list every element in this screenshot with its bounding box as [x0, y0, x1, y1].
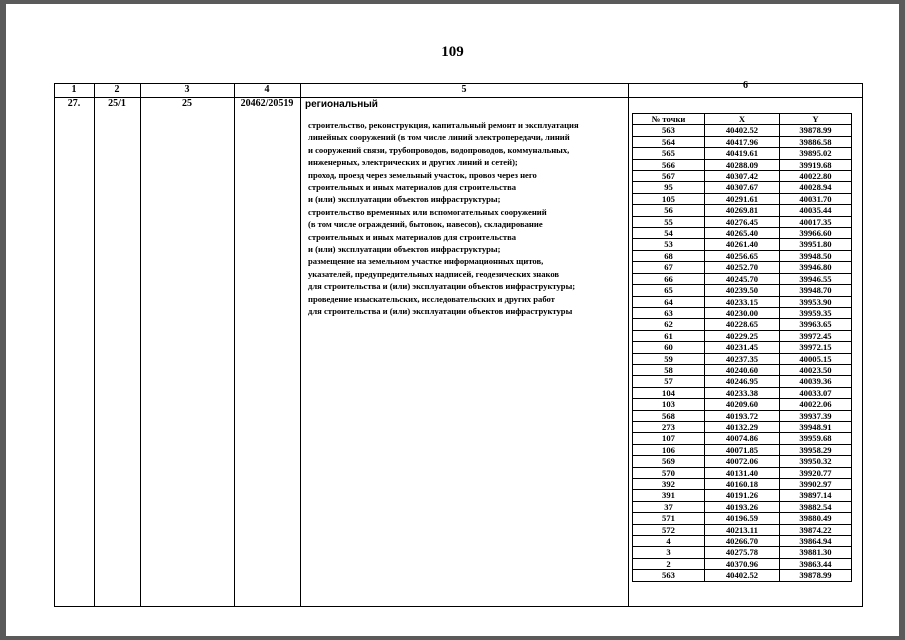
- y-coordinate: 39972.45: [780, 330, 852, 341]
- y-coordinate: 40033.07: [780, 387, 852, 398]
- point-number: 572: [633, 524, 705, 535]
- point-number: 566: [633, 159, 705, 170]
- coordinates-header-y: Y: [780, 114, 852, 125]
- description-line: указателей, предупредительных надписей, геодезических знаков: [308, 268, 560, 279]
- coordinates-row: [633, 490, 852, 501]
- y-coordinate: 39948.91: [780, 421, 852, 432]
- point-number: 563: [633, 570, 705, 581]
- y-coordinate: 39863.44: [780, 558, 852, 569]
- header-col-1: 1: [71, 84, 77, 95]
- coordinates-row: [633, 410, 852, 421]
- coordinates-body: [633, 125, 852, 581]
- description-line: строительство временных или вспомогательных сооружений: [308, 206, 547, 217]
- x-coordinate: 40246.95: [705, 376, 780, 387]
- coordinates-row: [633, 399, 852, 410]
- x-coordinate: 40419.61: [705, 148, 780, 159]
- y-coordinate: 39948.70: [780, 285, 852, 296]
- coordinates-row: [633, 376, 852, 387]
- x-coordinate: 40160.18: [705, 479, 780, 490]
- y-coordinate: 39948.50: [780, 250, 852, 261]
- y-coordinate: 40005.15: [780, 353, 852, 364]
- col-divider-4: [300, 83, 301, 607]
- point-number: 104: [633, 387, 705, 398]
- y-coordinate: 40017.35: [780, 216, 852, 227]
- coordinates-table: [632, 113, 852, 582]
- coordinates-row: [633, 513, 852, 524]
- coordinates-row: [633, 387, 852, 398]
- y-coordinate: 40023.50: [780, 364, 852, 375]
- y-coordinate: 40022.80: [780, 171, 852, 182]
- description-line: строительных и иных материалов для строительства: [308, 182, 517, 193]
- y-coordinate: 39881.30: [780, 547, 852, 558]
- coordinates-row: [633, 433, 852, 444]
- x-coordinate: 40074.86: [705, 433, 780, 444]
- x-coordinate: 40193.72: [705, 410, 780, 421]
- point-number: 37: [633, 501, 705, 512]
- y-coordinate: 40035.44: [780, 205, 852, 216]
- header-col-4: 4: [264, 84, 270, 95]
- header-col-6: 6: [743, 80, 748, 91]
- x-coordinate: 40071.85: [705, 444, 780, 455]
- point-number: 569: [633, 456, 705, 467]
- description-line: для строительства и (или) эксплуатации объектов инфраструктуры: [308, 306, 573, 317]
- x-coordinate: 40402.52: [705, 125, 780, 136]
- y-coordinate: 40039.36: [780, 376, 852, 387]
- description-line: (в том числе ограждений, бытовок, навесов), складирование: [308, 219, 543, 230]
- point-number: 65: [633, 285, 705, 296]
- point-number: 56: [633, 205, 705, 216]
- coordinates-row: [633, 159, 852, 170]
- x-coordinate: 40072.06: [705, 456, 780, 467]
- coordinates-row: [633, 239, 852, 250]
- point-number: 58: [633, 364, 705, 375]
- description-line: для строительства и (или) эксплуатации объектов инфраструктуры;: [308, 281, 576, 292]
- x-coordinate: 40275.78: [705, 547, 780, 558]
- col-divider-2: [140, 83, 141, 607]
- x-coordinate: 40209.60: [705, 399, 780, 410]
- coordinates-header-point: № точки: [633, 114, 705, 125]
- y-coordinate: 40031.70: [780, 193, 852, 204]
- point-number: 565: [633, 148, 705, 159]
- col-divider-1: [94, 83, 95, 607]
- point-number: 61: [633, 330, 705, 341]
- point-number: 95: [633, 182, 705, 193]
- coordinates-header-x: X: [705, 114, 780, 125]
- coordinates-row: [633, 148, 852, 159]
- y-coordinate: 39897.14: [780, 490, 852, 501]
- point-number: 2: [633, 558, 705, 569]
- y-coordinate: 40022.06: [780, 399, 852, 410]
- row-description: [308, 119, 579, 318]
- coordinates-row: [633, 296, 852, 307]
- coordinates-row: [633, 479, 852, 490]
- point-number: 105: [633, 193, 705, 204]
- point-number: 564: [633, 136, 705, 147]
- x-coordinate: 40288.09: [705, 159, 780, 170]
- coordinates-row: [633, 547, 852, 558]
- coordinates-row: [633, 421, 852, 432]
- y-coordinate: 39937.39: [780, 410, 852, 421]
- x-coordinate: 40231.45: [705, 342, 780, 353]
- coordinates-row: [633, 182, 852, 193]
- coordinates-row: [633, 319, 852, 330]
- point-number: 68: [633, 250, 705, 261]
- coordinates-row: [633, 307, 852, 318]
- y-coordinate: 40028.94: [780, 182, 852, 193]
- document-page: [6, 4, 899, 636]
- point-number: 63: [633, 307, 705, 318]
- description-line: размещение на земельном участке информационных щитов,: [308, 256, 544, 267]
- point-number: 563: [633, 125, 705, 136]
- x-coordinate: 40193.26: [705, 501, 780, 512]
- x-coordinate: 40245.70: [705, 273, 780, 284]
- point-number: 571: [633, 513, 705, 524]
- y-coordinate: 39951.80: [780, 239, 852, 250]
- point-number: 570: [633, 467, 705, 478]
- point-number: 4: [633, 536, 705, 547]
- coordinates-row: [633, 216, 852, 227]
- x-coordinate: 40276.45: [705, 216, 780, 227]
- x-coordinate: 40191.26: [705, 490, 780, 501]
- coordinates-row: [633, 171, 852, 182]
- point-number: 107: [633, 433, 705, 444]
- point-number: 62: [633, 319, 705, 330]
- coordinates-row: [633, 467, 852, 478]
- col-divider-5: [628, 83, 629, 607]
- y-coordinate: 39878.99: [780, 570, 852, 581]
- description-line: строительных и иных материалов для строительства: [308, 231, 517, 242]
- y-coordinate: 39864.94: [780, 536, 852, 547]
- y-coordinate: 39920.77: [780, 467, 852, 478]
- y-coordinate: 39874.22: [780, 524, 852, 535]
- point-number: 66: [633, 273, 705, 284]
- point-number: 567: [633, 171, 705, 182]
- point-number: 53: [633, 239, 705, 250]
- coordinates-row: [633, 558, 852, 569]
- y-coordinate: 39946.80: [780, 262, 852, 273]
- coordinates-row: [633, 250, 852, 261]
- point-number: 57: [633, 376, 705, 387]
- description-line: проведение изыскательских, исследовательских и других работ: [308, 293, 555, 304]
- x-coordinate: 40240.60: [705, 364, 780, 375]
- y-coordinate: 39963.65: [780, 319, 852, 330]
- y-coordinate: 39966.60: [780, 228, 852, 239]
- header-col-2: 2: [114, 84, 120, 95]
- x-coordinate: 40239.50: [705, 285, 780, 296]
- point-number: 392: [633, 479, 705, 490]
- y-coordinate: 39878.99: [780, 125, 852, 136]
- x-coordinate: 40230.00: [705, 307, 780, 318]
- coordinates-row: [633, 364, 852, 375]
- x-coordinate: 40256.65: [705, 250, 780, 261]
- x-coordinate: 40265.40: [705, 228, 780, 239]
- row-significance: региональный: [305, 99, 378, 110]
- y-coordinate: 39958.29: [780, 444, 852, 455]
- y-coordinate: 39972.15: [780, 342, 852, 353]
- x-coordinate: 40196.59: [705, 513, 780, 524]
- description-line: линейных сооружений (в том числе линий электропередачи, линий: [308, 132, 570, 143]
- y-coordinate: 39953.90: [780, 296, 852, 307]
- x-coordinate: 40132.29: [705, 421, 780, 432]
- coordinates-row: [633, 501, 852, 512]
- x-coordinate: 40417.96: [705, 136, 780, 147]
- coordinates-row: [633, 273, 852, 284]
- coordinates-row: [633, 444, 852, 455]
- col-divider-3: [234, 83, 235, 607]
- point-number: 67: [633, 262, 705, 273]
- point-number: 59: [633, 353, 705, 364]
- point-number: 568: [633, 410, 705, 421]
- x-coordinate: 40131.40: [705, 467, 780, 478]
- y-coordinate: 39959.35: [780, 307, 852, 318]
- header-col-5: 5: [461, 84, 467, 95]
- coordinates-row: [633, 330, 852, 341]
- coordinates-row: [633, 536, 852, 547]
- row-col-4: 20462/20519: [240, 98, 294, 109]
- coordinates-row: [633, 342, 852, 353]
- coordinates-row: [633, 262, 852, 273]
- y-coordinate: 39946.55: [780, 273, 852, 284]
- point-number: 54: [633, 228, 705, 239]
- coordinates-row: [633, 456, 852, 467]
- x-coordinate: 40291.61: [705, 193, 780, 204]
- x-coordinate: 40228.65: [705, 319, 780, 330]
- page-number: 109: [441, 44, 464, 60]
- x-coordinate: 40233.38: [705, 387, 780, 398]
- description-line: и сооружений связи, трубопроводов, водопроводов, коммунальных,: [308, 144, 570, 155]
- point-number: 391: [633, 490, 705, 501]
- coordinates-row: [633, 285, 852, 296]
- header-col-3: 3: [184, 84, 190, 95]
- x-coordinate: 40370.96: [705, 558, 780, 569]
- x-coordinate: 40307.42: [705, 171, 780, 182]
- point-number: 3: [633, 547, 705, 558]
- y-coordinate: 39950.32: [780, 456, 852, 467]
- row-number: 27.: [67, 98, 81, 109]
- row-col-3: 25: [182, 98, 192, 109]
- coordinates-row: [633, 136, 852, 147]
- description-line: строительство, реконструкция, капитальный ремонт и эксплуатация: [308, 120, 579, 130]
- description-line: и (или) эксплуатации объектов инфраструктуры;: [308, 194, 501, 205]
- y-coordinate: 39880.49: [780, 513, 852, 524]
- y-coordinate: 39919.68: [780, 159, 852, 170]
- coordinates-row: [633, 353, 852, 364]
- description-line: и (или) эксплуатации объектов инфраструктуры;: [308, 244, 501, 255]
- y-coordinate: 39902.97: [780, 479, 852, 490]
- y-coordinate: 39886.58: [780, 136, 852, 147]
- coordinates-row: [633, 125, 852, 136]
- coordinates-row: [633, 205, 852, 216]
- y-coordinate: 39895.02: [780, 148, 852, 159]
- coordinates-row: [633, 570, 852, 581]
- point-number: 60: [633, 342, 705, 353]
- x-coordinate: 40213.11: [705, 524, 780, 535]
- x-coordinate: 40269.81: [705, 205, 780, 216]
- coordinates-header-row: [633, 114, 852, 125]
- x-coordinate: 40233.15: [705, 296, 780, 307]
- x-coordinate: 40402.52: [705, 570, 780, 581]
- point-number: 55: [633, 216, 705, 227]
- x-coordinate: 40266.70: [705, 536, 780, 547]
- x-coordinate: 40229.25: [705, 330, 780, 341]
- y-coordinate: 39882.54: [780, 501, 852, 512]
- x-coordinate: 40261.40: [705, 239, 780, 250]
- coordinates-row: [633, 524, 852, 535]
- point-number: 103: [633, 399, 705, 410]
- coordinates-row: [633, 228, 852, 239]
- point-number: 273: [633, 421, 705, 432]
- point-number: 64: [633, 296, 705, 307]
- x-coordinate: 40237.35: [705, 353, 780, 364]
- description-line: проход, проезд через земельный участок, провоз через него: [308, 169, 537, 180]
- description-line: инженерных, электрических и других линий и сетей);: [308, 157, 518, 168]
- row-cadastral-quarter: 25/1: [108, 98, 126, 109]
- coordinates-row: [633, 193, 852, 204]
- point-number: 106: [633, 444, 705, 455]
- y-coordinate: 39959.68: [780, 433, 852, 444]
- x-coordinate: 40252.70: [705, 262, 780, 273]
- x-coordinate: 40307.67: [705, 182, 780, 193]
